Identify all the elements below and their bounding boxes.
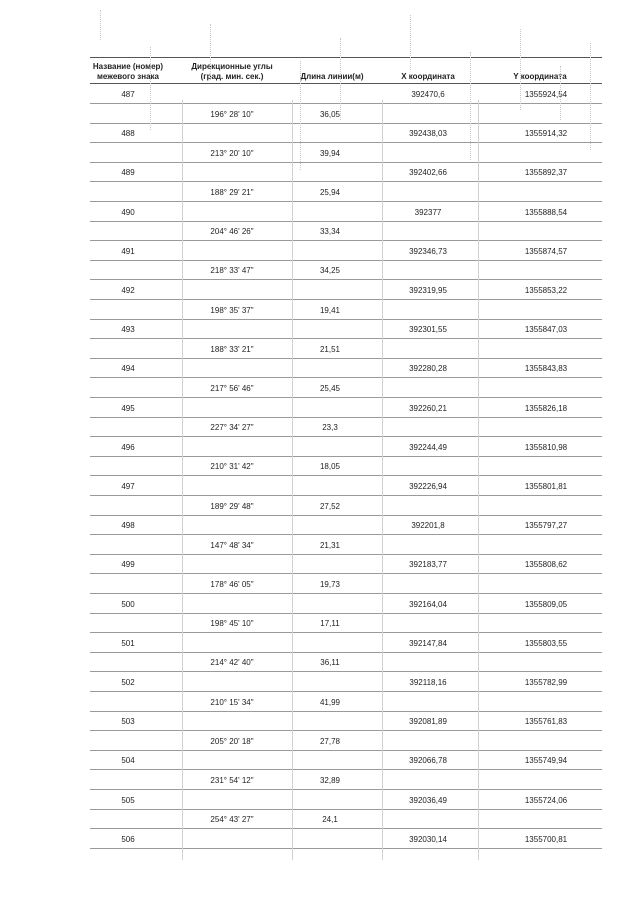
point-x-coordinate: 392164,04 [409,599,447,609]
header-y: Y координата [513,72,567,81]
scan-noise [210,24,211,80]
row-rule [90,534,602,535]
point-x-coordinate: 392226,94 [409,482,447,491]
point-x-coordinate: 392201,8 [411,521,445,531]
row-rule [90,789,602,790]
row-rule [90,613,602,614]
column-rule [292,100,293,860]
scan-noise [410,15,411,70]
point-y-coordinate: 1355700,81 [524,834,568,844]
point-y-coordinate: 1355803,55 [524,638,568,648]
line-length: 18,05 [319,462,341,472]
line-length: 39,94 [319,148,341,158]
line-length: 23,3 [322,423,338,433]
line-length: 21,31 [319,540,341,550]
line-length: 34,25 [319,266,341,276]
scan-noise [340,38,341,120]
row-rule [90,769,602,770]
point-y-coordinate: 1355892,37 [524,168,568,178]
point-name: 504 [121,756,135,766]
point-x-coordinate: 392402,66 [409,168,447,178]
direction-angle: 213° 20' 10" [210,148,254,158]
direction-angle: 178° 46' 05" [210,580,254,589]
point-name: 488 [121,129,135,139]
direction-angle: 254° 43' 27" [210,815,254,825]
scan-noise [150,47,151,130]
row-rule [90,417,602,418]
direction-angle: 227° 34' 27" [210,423,254,433]
point-x-coordinate: 392081,89 [409,717,447,727]
point-name: 506 [121,834,135,844]
point-x-coordinate: 392301,55 [409,325,447,335]
line-length: 32,89 [319,776,341,785]
row-rule [90,377,602,378]
point-y-coordinate: 1355724,06 [524,795,568,805]
line-length: 25,94 [319,188,341,197]
row-rule [90,495,602,496]
point-name: 496 [121,442,135,452]
table-top-rule [90,57,602,58]
row-rule [90,279,602,280]
direction-angle: 188° 33' 21" [210,344,254,354]
row-rule [90,338,602,339]
row-rule [90,181,602,182]
row-rule [90,358,602,359]
line-length: 25,45 [319,384,341,393]
point-name: 491 [121,246,135,256]
row-rule [90,142,602,143]
line-length: 33,34 [319,227,341,237]
point-y-coordinate: 1355810,98 [524,442,568,452]
point-y-coordinate: 1355797,27 [524,521,568,531]
direction-angle: 205° 20' 18" [210,736,254,746]
row-rule [90,221,602,222]
column-rule [478,100,479,860]
point-y-coordinate: 1355853,22 [524,286,568,295]
scan-noise [300,61,301,170]
point-x-coordinate: 392244,49 [409,442,447,452]
line-length: 19,41 [319,305,341,315]
point-name: 489 [121,168,135,178]
point-name: 498 [121,521,135,531]
row-rule [90,456,602,457]
direction-angle: 189° 29' 48" [210,501,254,511]
point-name: 503 [121,717,135,727]
row-rule [90,828,602,829]
header-name: Название (номер) межевого знака [92,62,164,81]
line-length: 21,51 [319,344,341,354]
point-name: 502 [121,678,135,687]
direction-angle: 231° 54' 12" [210,776,254,785]
point-name: 500 [121,599,135,609]
row-rule [90,671,602,672]
point-y-coordinate: 1355914,32 [524,129,568,139]
direction-angle: 210° 31' 42" [210,462,254,472]
row-rule [90,711,602,712]
point-name: 499 [121,560,135,570]
direction-angle: 196° 28' 10" [210,109,254,119]
line-length: 36,05 [319,109,341,119]
row-rule [90,593,602,594]
point-y-coordinate: 1355761,83 [524,717,568,727]
direction-angle: 188° 29' 21" [210,188,254,197]
direction-angle: 198° 45' 10" [210,619,254,629]
row-rule [90,475,602,476]
line-length: 36,11 [320,658,340,668]
row-rule [90,554,602,555]
direction-angle: 204° 46' 26" [210,227,254,237]
direction-angle: 217° 56' 46" [210,384,254,393]
row-rule [90,750,602,751]
row-rule [90,201,602,202]
line-length: 27,78 [319,736,341,746]
row-rule [90,240,602,241]
scan-noise [470,52,471,160]
row-rule [90,162,602,163]
point-x-coordinate: 392470,6 [411,90,445,99]
row-rule [90,397,602,398]
direction-angle: 198° 35' 37" [210,305,254,315]
column-rule [182,100,183,860]
point-x-coordinate: 392319,95 [409,286,447,295]
row-rule [90,632,602,633]
point-x-coordinate: 392260,21 [409,403,447,413]
row-rule [90,730,602,731]
row-rule [90,515,602,516]
line-length: 41,99 [319,697,341,707]
point-x-coordinate: 392036,49 [409,795,447,805]
line-length: 24,1 [322,815,338,825]
line-length: 27,52 [319,501,341,511]
row-rule [90,652,602,653]
point-x-coordinate: 392280,28 [409,364,447,374]
point-y-coordinate: 1355924,54 [524,90,568,99]
scan-noise [520,29,521,110]
row-rule [90,299,602,300]
point-y-coordinate: 1355826,18 [524,403,568,413]
point-y-coordinate: 1355808,62 [524,560,568,570]
line-length: 19,73 [319,580,341,589]
point-y-coordinate: 1355843,83 [524,364,568,374]
row-rule [90,103,602,104]
point-name: 490 [121,207,135,217]
direction-angle: 218° 33' 47" [210,266,254,276]
header-length: Длина линии(м) [300,72,364,81]
point-x-coordinate: 392118,16 [409,678,447,687]
row-rule [90,319,602,320]
point-name: 501 [121,638,135,648]
point-y-coordinate: 1355801,81 [524,482,568,491]
scan-noise [100,10,101,40]
direction-angle: 210° 15' 34" [210,697,254,707]
point-name: 494 [121,364,135,374]
point-x-coordinate: 392030,14 [409,834,447,844]
row-rule [90,848,602,849]
point-y-coordinate: 1355874,57 [524,246,568,256]
scan-noise [560,66,561,120]
point-name: 497 [121,482,135,491]
column-rule [382,100,383,860]
direction-angle: 214° 42' 40" [210,658,254,668]
scan-noise [590,43,591,150]
point-y-coordinate: 1355749,94 [524,756,568,766]
point-x-coordinate: 392377 [414,207,442,217]
point-y-coordinate: 1355782,99 [524,678,568,687]
direction-angle: 147° 48' 34" [210,540,254,550]
point-x-coordinate: 392438,03 [409,129,447,139]
point-name: 492 [121,286,135,295]
row-rule [90,809,602,810]
point-name: 505 [121,795,135,805]
point-x-coordinate: 392183,77 [409,560,447,570]
row-rule [90,573,602,574]
point-x-coordinate: 392147,84 [409,638,447,648]
point-y-coordinate: 1355888,54 [524,207,568,217]
header-angle: Дирекционные углы (град. мин. сек.) [191,62,273,81]
row-rule [90,436,602,437]
point-y-coordinate: 1355809,05 [524,599,568,609]
point-name: 487 [121,90,135,99]
point-name: 495 [121,403,135,413]
point-x-coordinate: 392346,73 [409,246,447,256]
header-x: X координата [401,72,455,81]
point-y-coordinate: 1355847,03 [524,325,568,335]
point-name: 493 [121,325,135,335]
row-rule [90,123,602,124]
row-rule [90,691,602,692]
row-rule [90,260,602,261]
header-bottom-rule [90,83,602,84]
line-length: 17,11 [320,619,340,629]
point-x-coordinate: 392066,78 [409,756,447,766]
